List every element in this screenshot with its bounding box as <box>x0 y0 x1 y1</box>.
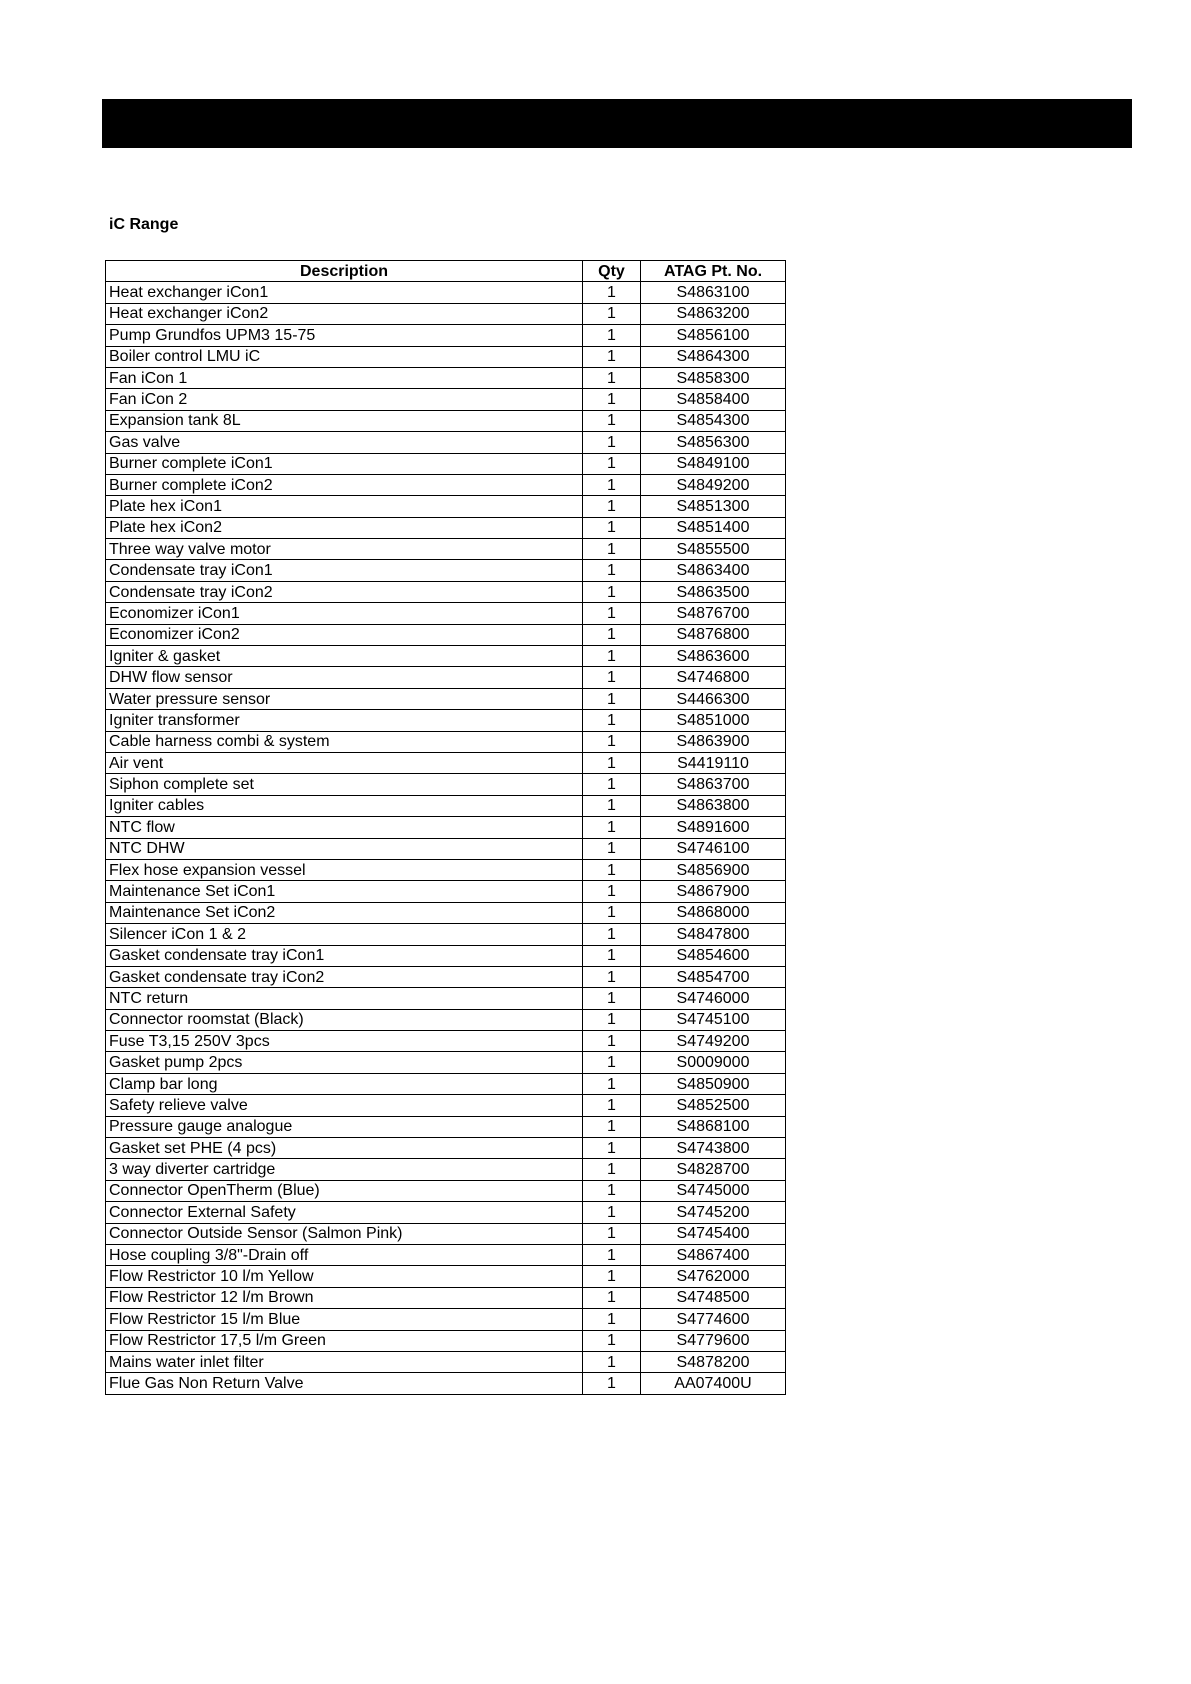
cell-description: Connector roomstat (Black) <box>106 1009 583 1030</box>
cell-qty: 1 <box>583 325 641 346</box>
table-row <box>106 624 786 645</box>
cell-description: Fuse T3,15 250V 3pcs <box>106 1031 583 1052</box>
table-row <box>106 752 786 773</box>
cell-qty: 1 <box>583 1009 641 1030</box>
cell-description: Flow Restrictor 15 l/m Blue <box>106 1309 583 1330</box>
table-row <box>106 1266 786 1287</box>
cell-part-number: S4858300 <box>641 367 786 388</box>
cell-qty: 1 <box>583 303 641 324</box>
cell-qty: 1 <box>583 539 641 560</box>
cell-part-number: S4891600 <box>641 817 786 838</box>
cell-qty: 1 <box>583 1095 641 1116</box>
table-row <box>106 1287 786 1308</box>
cell-part-number: S4863400 <box>641 560 786 581</box>
cell-description: Flex hose expansion vessel <box>106 859 583 880</box>
table-row <box>106 1073 786 1094</box>
cell-part-number: S4749200 <box>641 1031 786 1052</box>
table-row <box>106 496 786 517</box>
cell-part-number: S4876700 <box>641 603 786 624</box>
cell-description: Fan iCon 1 <box>106 367 583 388</box>
cell-description: Gasket condensate tray iCon1 <box>106 945 583 966</box>
column-header-part-number: ATAG Pt. No. <box>641 261 786 282</box>
cell-qty: 1 <box>583 624 641 645</box>
cell-part-number: S4746100 <box>641 838 786 859</box>
parts-table-body <box>106 282 786 1394</box>
cell-qty: 1 <box>583 924 641 945</box>
table-row <box>106 346 786 367</box>
cell-qty: 1 <box>583 453 641 474</box>
cell-description: Three way valve motor <box>106 539 583 560</box>
cell-qty: 1 <box>583 667 641 688</box>
cell-part-number: S4851300 <box>641 496 786 517</box>
table-row <box>106 389 786 410</box>
cell-description: Hose coupling 3/8"-Drain off <box>106 1244 583 1265</box>
cell-part-number: S4847800 <box>641 924 786 945</box>
cell-qty: 1 <box>583 688 641 709</box>
cell-part-number: S4858400 <box>641 389 786 410</box>
cell-qty: 1 <box>583 367 641 388</box>
cell-description: Gas valve <box>106 432 583 453</box>
cell-description: 3 way diverter cartridge <box>106 1159 583 1180</box>
cell-part-number: S4863800 <box>641 795 786 816</box>
cell-part-number: S4774600 <box>641 1309 786 1330</box>
cell-part-number: S4854300 <box>641 410 786 431</box>
table-row <box>106 432 786 453</box>
cell-description: Burner complete iCon1 <box>106 453 583 474</box>
cell-description: Siphon complete set <box>106 774 583 795</box>
cell-part-number: S4863100 <box>641 282 786 303</box>
cell-qty: 1 <box>583 1138 641 1159</box>
cell-part-number: S4856100 <box>641 325 786 346</box>
cell-qty: 1 <box>583 902 641 923</box>
table-row <box>106 539 786 560</box>
cell-description: Flow Restrictor 10 l/m Yellow <box>106 1266 583 1287</box>
table-row <box>106 1009 786 1030</box>
cell-part-number: S4868000 <box>641 902 786 923</box>
cell-description: Air vent <box>106 752 583 773</box>
cell-part-number: S4466300 <box>641 688 786 709</box>
cell-part-number: S4748500 <box>641 1287 786 1308</box>
cell-part-number: S4867400 <box>641 1244 786 1265</box>
table-row <box>106 474 786 495</box>
cell-qty: 1 <box>583 1351 641 1372</box>
cell-description: Maintenance Set iCon1 <box>106 881 583 902</box>
table-row <box>106 453 786 474</box>
cell-description: Clamp bar long <box>106 1073 583 1094</box>
table-row <box>106 859 786 880</box>
cell-part-number: S4876800 <box>641 624 786 645</box>
cell-part-number: S4762000 <box>641 1266 786 1287</box>
cell-part-number: S4856900 <box>641 859 786 880</box>
cell-qty: 1 <box>583 389 641 410</box>
cell-part-number: S4743800 <box>641 1138 786 1159</box>
cell-qty: 1 <box>583 710 641 731</box>
cell-qty: 1 <box>583 774 641 795</box>
table-row <box>106 1202 786 1223</box>
header-bar <box>102 99 1132 148</box>
cell-description: Heat exchanger iCon2 <box>106 303 583 324</box>
table-row <box>106 731 786 752</box>
cell-part-number: S4746800 <box>641 667 786 688</box>
table-row <box>106 838 786 859</box>
table-row <box>106 1052 786 1073</box>
cell-part-number: S4419110 <box>641 752 786 773</box>
cell-part-number: S4745400 <box>641 1223 786 1244</box>
cell-qty: 1 <box>583 410 641 431</box>
cell-description: Fan iCon 2 <box>106 389 583 410</box>
cell-description: Gasket set PHE (4 pcs) <box>106 1138 583 1159</box>
table-row <box>106 282 786 303</box>
cell-qty: 1 <box>583 1287 641 1308</box>
table-row <box>106 581 786 602</box>
table-row <box>106 325 786 346</box>
cell-qty: 1 <box>583 1223 641 1244</box>
cell-qty: 1 <box>583 1266 641 1287</box>
table-row <box>106 1373 786 1394</box>
cell-part-number: S4779600 <box>641 1330 786 1351</box>
table-row <box>106 517 786 538</box>
cell-part-number: S4863600 <box>641 646 786 667</box>
cell-description: Water pressure sensor <box>106 688 583 709</box>
cell-part-number: S4854600 <box>641 945 786 966</box>
cell-qty: 1 <box>583 881 641 902</box>
cell-part-number: AA07400U <box>641 1373 786 1394</box>
cell-qty: 1 <box>583 966 641 987</box>
cell-description: Flow Restrictor 17,5 l/m Green <box>106 1330 583 1351</box>
cell-qty: 1 <box>583 1031 641 1052</box>
table-row <box>106 1244 786 1265</box>
table-row <box>106 774 786 795</box>
cell-qty: 1 <box>583 817 641 838</box>
table-row <box>106 1031 786 1052</box>
cell-qty: 1 <box>583 945 641 966</box>
cell-description: Silencer iCon 1 & 2 <box>106 924 583 945</box>
cell-description: Plate hex iCon2 <box>106 517 583 538</box>
cell-qty: 1 <box>583 603 641 624</box>
cell-description: Connector External Safety <box>106 1202 583 1223</box>
column-header-qty: Qty <box>583 261 641 282</box>
cell-part-number: S4855500 <box>641 539 786 560</box>
table-row <box>106 1330 786 1351</box>
cell-part-number: S4863900 <box>641 731 786 752</box>
cell-qty: 1 <box>583 1159 641 1180</box>
cell-qty: 1 <box>583 1309 641 1330</box>
table-row <box>106 646 786 667</box>
cell-qty: 1 <box>583 1073 641 1094</box>
cell-part-number: S4746000 <box>641 988 786 1009</box>
cell-qty: 1 <box>583 1330 641 1351</box>
cell-part-number: S4850900 <box>641 1073 786 1094</box>
cell-description: Boiler control LMU iC <box>106 346 583 367</box>
table-row <box>106 667 786 688</box>
table-row <box>106 881 786 902</box>
table-row <box>106 1095 786 1116</box>
cell-description: Burner complete iCon2 <box>106 474 583 495</box>
cell-description: DHW flow sensor <box>106 667 583 688</box>
table-row <box>106 1116 786 1137</box>
cell-description: Connector OpenTherm (Blue) <box>106 1180 583 1201</box>
cell-part-number: S4878200 <box>641 1351 786 1372</box>
cell-description: Igniter cables <box>106 795 583 816</box>
cell-description: Gasket pump 2pcs <box>106 1052 583 1073</box>
table-row <box>106 603 786 624</box>
cell-qty: 1 <box>583 752 641 773</box>
table-row <box>106 1159 786 1180</box>
cell-description: Safety relieve valve <box>106 1095 583 1116</box>
table-row <box>106 1309 786 1330</box>
cell-part-number: S4745200 <box>641 1202 786 1223</box>
cell-description: Heat exchanger iCon1 <box>106 282 583 303</box>
table-row <box>106 367 786 388</box>
table-row <box>106 945 786 966</box>
section-title: iC Range <box>109 216 179 233</box>
cell-part-number: S4854700 <box>641 966 786 987</box>
column-header-description: Description <box>106 261 583 282</box>
cell-description: Cable harness combi & system <box>106 731 583 752</box>
cell-qty: 1 <box>583 517 641 538</box>
cell-qty: 1 <box>583 988 641 1009</box>
table-header-row <box>106 261 786 282</box>
cell-qty: 1 <box>583 581 641 602</box>
cell-part-number: S4863200 <box>641 303 786 324</box>
cell-qty: 1 <box>583 282 641 303</box>
cell-description: Condensate tray iCon2 <box>106 581 583 602</box>
cell-part-number: S4849100 <box>641 453 786 474</box>
table-row <box>106 303 786 324</box>
table-row <box>106 966 786 987</box>
table-row <box>106 710 786 731</box>
cell-qty: 1 <box>583 432 641 453</box>
cell-part-number: S4856300 <box>641 432 786 453</box>
cell-description: Connector Outside Sensor (Salmon Pink) <box>106 1223 583 1244</box>
table-row <box>106 560 786 581</box>
parts-table <box>105 260 786 1395</box>
cell-part-number: S4849200 <box>641 474 786 495</box>
cell-description: Expansion tank 8L <box>106 410 583 431</box>
cell-qty: 1 <box>583 1116 641 1137</box>
cell-qty: 1 <box>583 474 641 495</box>
cell-description: Igniter transformer <box>106 710 583 731</box>
cell-part-number: S4868100 <box>641 1116 786 1137</box>
cell-qty: 1 <box>583 1052 641 1073</box>
cell-description: Igniter & gasket <box>106 646 583 667</box>
cell-part-number: S4745100 <box>641 1009 786 1030</box>
table-row <box>106 1223 786 1244</box>
cell-description: Mains water inlet filter <box>106 1351 583 1372</box>
cell-part-number: S0009000 <box>641 1052 786 1073</box>
cell-description: NTC return <box>106 988 583 1009</box>
cell-part-number: S4863500 <box>641 581 786 602</box>
cell-description: Plate hex iCon1 <box>106 496 583 517</box>
table-row <box>106 410 786 431</box>
cell-part-number: S4851400 <box>641 517 786 538</box>
cell-description: Maintenance Set iCon2 <box>106 902 583 923</box>
cell-part-number: S4852500 <box>641 1095 786 1116</box>
table-row <box>106 1138 786 1159</box>
cell-qty: 1 <box>583 731 641 752</box>
cell-description: NTC flow <box>106 817 583 838</box>
cell-description: Gasket condensate tray iCon2 <box>106 966 583 987</box>
cell-qty: 1 <box>583 646 641 667</box>
cell-description: NTC DHW <box>106 838 583 859</box>
table-row <box>106 795 786 816</box>
cell-part-number: S4867900 <box>641 881 786 902</box>
table-row <box>106 688 786 709</box>
cell-part-number: S4864300 <box>641 346 786 367</box>
cell-qty: 1 <box>583 1180 641 1201</box>
cell-description: Condensate tray iCon1 <box>106 560 583 581</box>
cell-part-number: S4851000 <box>641 710 786 731</box>
table-row <box>106 988 786 1009</box>
cell-qty: 1 <box>583 1244 641 1265</box>
cell-description: Pump Grundfos UPM3 15-75 <box>106 325 583 346</box>
cell-qty: 1 <box>583 859 641 880</box>
cell-qty: 1 <box>583 1373 641 1394</box>
cell-part-number: S4863700 <box>641 774 786 795</box>
cell-part-number: S4828700 <box>641 1159 786 1180</box>
cell-description: Economizer iCon2 <box>106 624 583 645</box>
cell-qty: 1 <box>583 795 641 816</box>
cell-qty: 1 <box>583 560 641 581</box>
table-row <box>106 817 786 838</box>
table-row <box>106 902 786 923</box>
cell-qty: 1 <box>583 1202 641 1223</box>
cell-description: Economizer iCon1 <box>106 603 583 624</box>
cell-part-number: S4745000 <box>641 1180 786 1201</box>
cell-qty: 1 <box>583 346 641 367</box>
table-row <box>106 924 786 945</box>
table-row <box>106 1180 786 1201</box>
cell-qty: 1 <box>583 838 641 859</box>
cell-description: Pressure gauge analogue <box>106 1116 583 1137</box>
table-row <box>106 1351 786 1372</box>
cell-qty: 1 <box>583 496 641 517</box>
cell-description: Flue Gas Non Return Valve <box>106 1373 583 1394</box>
cell-description: Flow Restrictor 12 l/m Brown <box>106 1287 583 1308</box>
